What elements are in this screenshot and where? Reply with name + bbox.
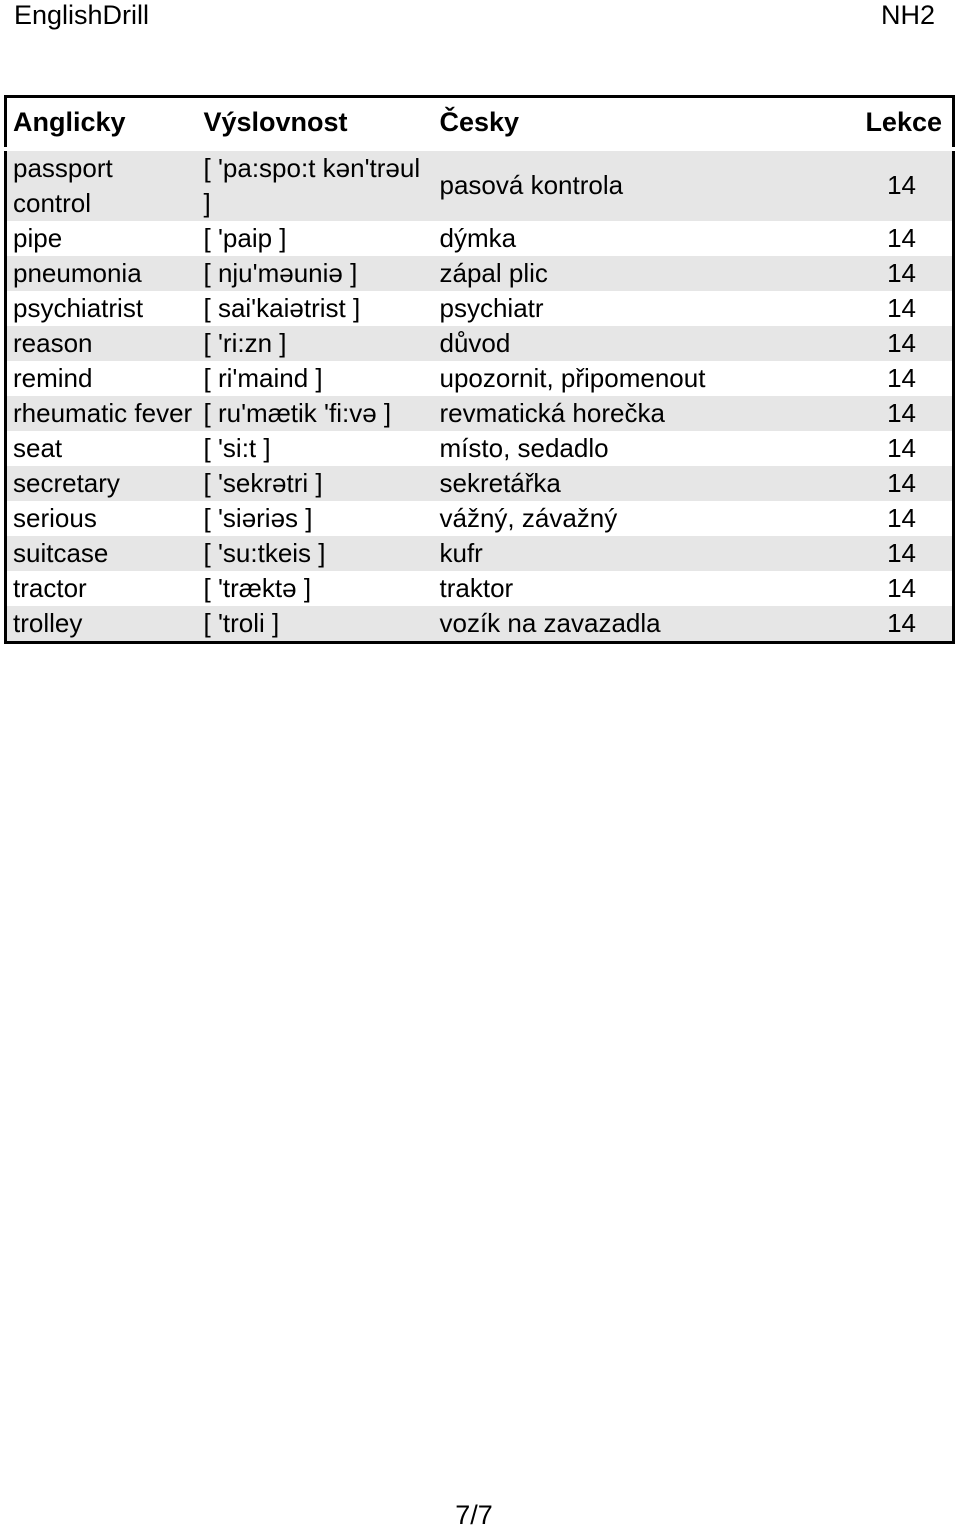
cell-english: pipe	[13, 222, 63, 253]
cell-pronunciation: [ 'troli ]	[198, 606, 434, 643]
table-row	[6, 256, 954, 291]
cell-english: rheumatic fever	[6, 396, 198, 431]
table-row	[6, 326, 954, 361]
cell-czech: zápal plic	[434, 256, 834, 291]
page-number: 7/7	[455, 1500, 493, 1530]
cell-lesson: 14	[887, 292, 916, 323]
cell-pronunciation: [ 'si:t ]	[203, 432, 271, 463]
cell-lesson: 14	[834, 256, 954, 291]
cell-english: suitcase	[6, 536, 198, 571]
table-row	[6, 149, 954, 221]
cell-pronunciation: [ 'ri:zn ]	[198, 326, 434, 361]
cell-czech: kufr	[434, 536, 834, 571]
cell-english: pneumonia	[6, 256, 198, 291]
cell-pronunciation: [ 'paip ]	[203, 222, 287, 253]
table-header-row	[6, 97, 954, 149]
document-code: NH2	[880, 0, 935, 30]
document-title: EnglishDrill	[14, 0, 150, 30]
cell-lesson: 14	[887, 502, 916, 533]
cell-english: passport control	[6, 149, 198, 221]
cell-czech: vážný, závažný	[439, 502, 618, 533]
table-row	[6, 536, 954, 571]
table-row	[6, 431, 954, 466]
cell-lesson: 14	[887, 432, 916, 463]
cell-pronunciation: [ ru'mætik 'fi:və ]	[198, 396, 434, 431]
cell-english: tractor	[13, 572, 87, 603]
cell-lesson: 14	[887, 572, 916, 603]
table-row	[6, 361, 954, 396]
cell-pronunciation: [ 'su:tkeis ]	[198, 536, 434, 571]
cell-czech: místo, sedadlo	[439, 432, 609, 463]
column-header-pronunciation: Výslovnost	[198, 97, 434, 149]
cell-english: psychiatrist	[13, 292, 144, 323]
cell-english: secretary	[6, 466, 198, 501]
table-row	[6, 466, 954, 501]
cell-english: trolley	[6, 606, 198, 643]
cell-english: serious	[13, 502, 97, 533]
table-row	[6, 396, 954, 431]
cell-lesson: 14	[834, 149, 954, 221]
vocabulary-table	[4, 95, 955, 644]
cell-czech: revmatická horečka	[434, 396, 834, 431]
cell-lesson: 14	[887, 362, 916, 393]
cell-czech: psychiatr	[439, 292, 544, 323]
cell-pronunciation: [ 'pa:spo:t kən'trəul ]	[198, 149, 434, 221]
cell-english: remind	[13, 362, 93, 393]
table-body	[6, 149, 954, 643]
cell-english: reason	[6, 326, 198, 361]
table-row	[6, 291, 954, 326]
cell-lesson: 14	[834, 326, 954, 361]
table-row	[6, 221, 954, 256]
cell-czech: dýmka	[439, 222, 517, 253]
cell-lesson: 14	[834, 536, 954, 571]
cell-lesson: 14	[887, 222, 916, 253]
table-row	[6, 606, 954, 643]
cell-pronunciation: [ nju'məuniə ]	[198, 256, 434, 291]
cell-czech: sekretářka	[434, 466, 834, 501]
cell-pronunciation: [ sai'kaiətrist ]	[203, 292, 361, 323]
cell-czech: důvod	[434, 326, 834, 361]
cell-lesson: 14	[834, 606, 954, 643]
cell-czech: upozornit, připomenout	[439, 362, 706, 393]
cell-lesson: 14	[834, 396, 954, 431]
cell-pronunciation: [ 'siəriəs ]	[203, 502, 313, 533]
cell-czech: vozík na zavazadla	[434, 606, 834, 643]
column-header-english: Anglicky	[6, 97, 198, 149]
table-row	[6, 571, 954, 606]
column-header-czech: Česky	[434, 97, 834, 149]
cell-lesson: 14	[834, 466, 954, 501]
table-row	[6, 501, 954, 536]
cell-pronunciation: [ 'træktə ]	[203, 572, 312, 603]
cell-czech: pasová kontrola	[434, 149, 834, 221]
cell-pronunciation: [ ri'maind ]	[203, 362, 323, 393]
column-header-lesson: Lekce	[834, 97, 954, 149]
cell-english: seat	[13, 432, 63, 463]
cell-pronunciation: [ 'sekrətri ]	[198, 466, 434, 501]
cell-czech: traktor	[439, 572, 514, 603]
